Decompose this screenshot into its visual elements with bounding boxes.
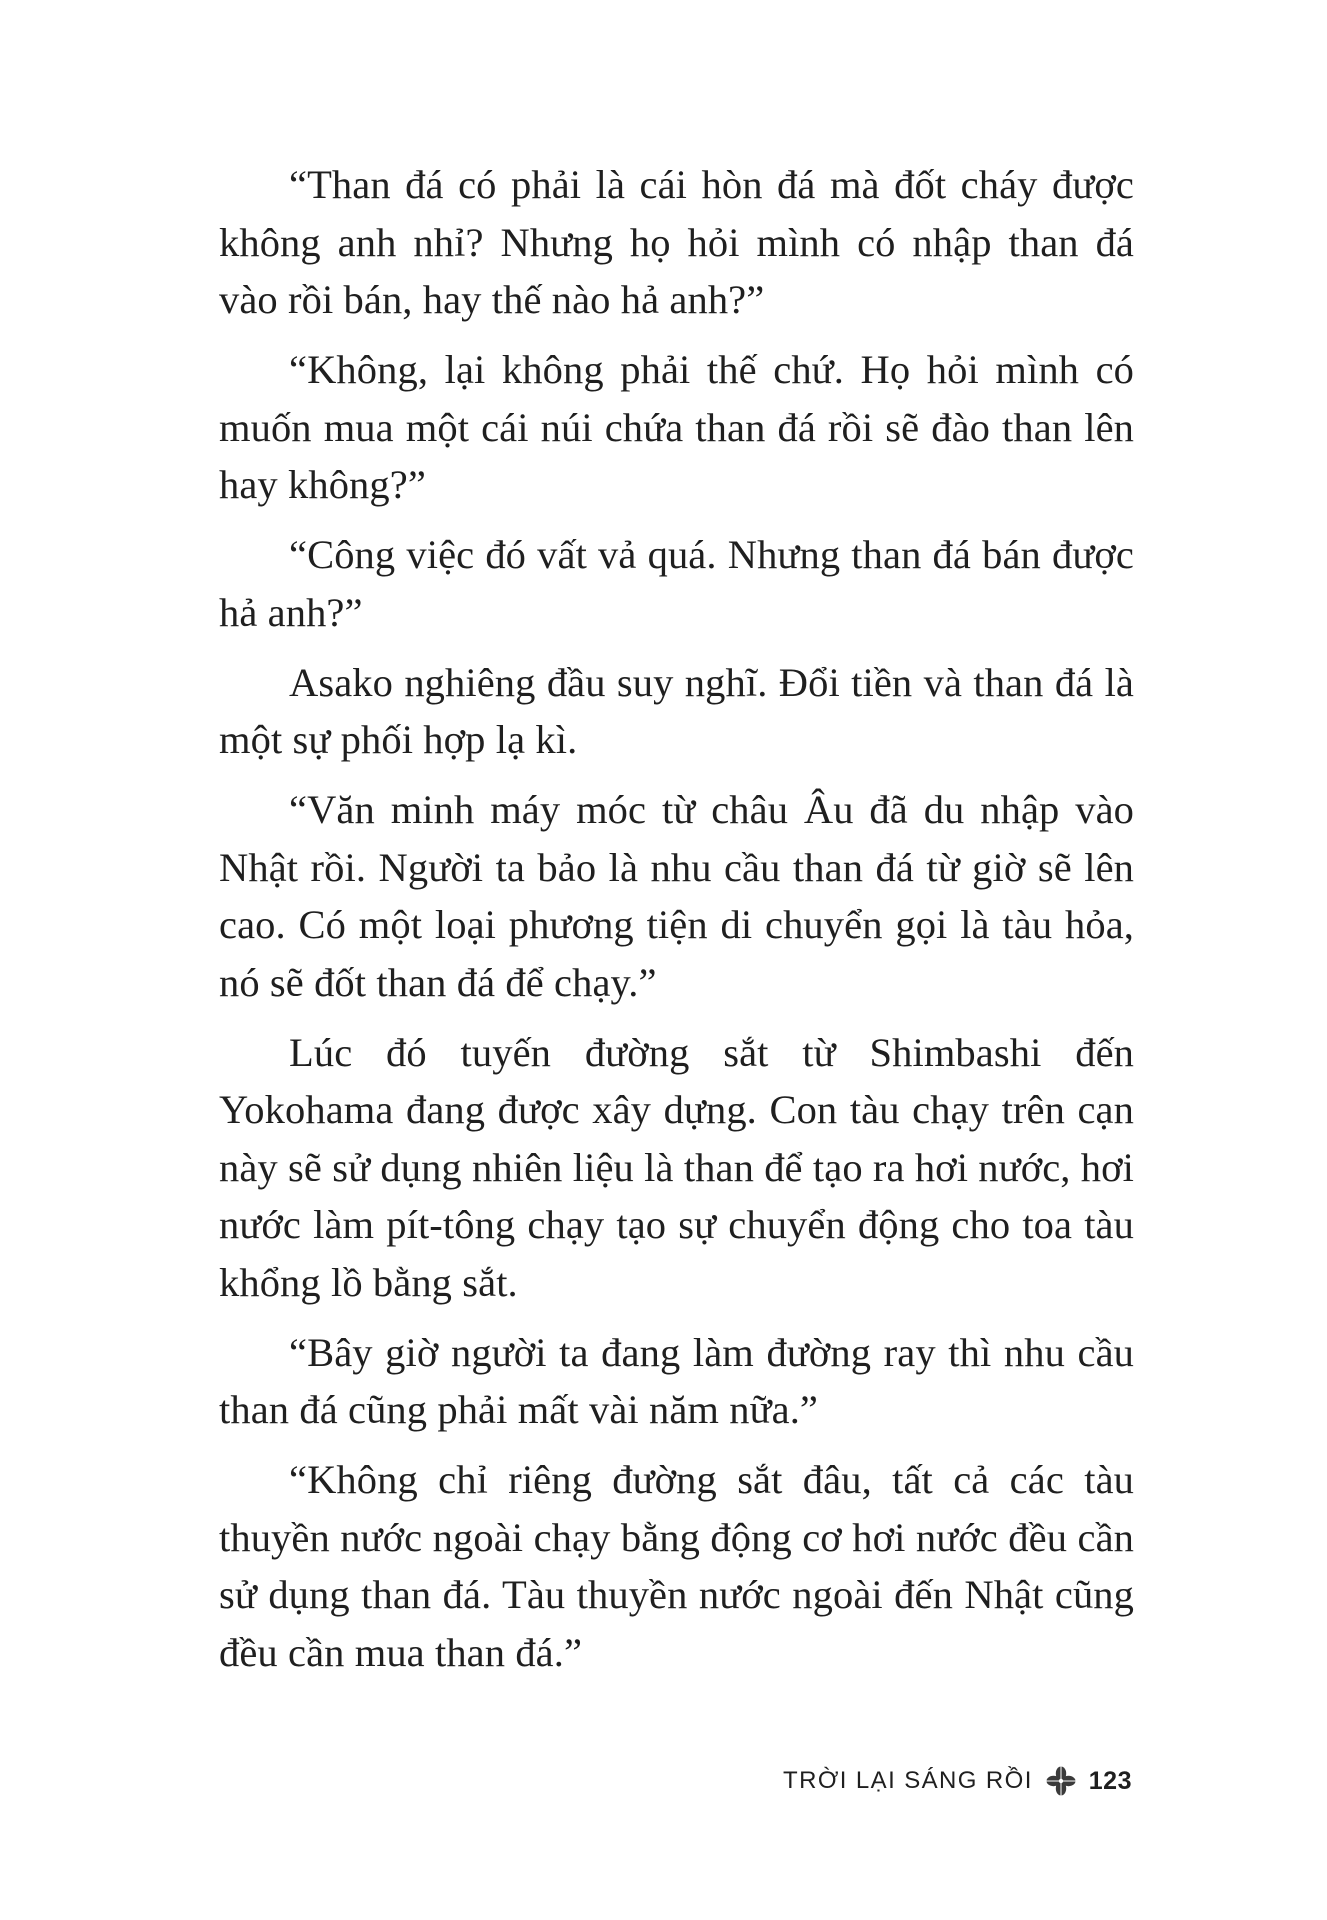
paragraph: Asako nghiêng đầu suy nghĩ. Đổi tiền và than đá là một sự phối hợp lạ kì. bbox=[219, 659, 1134, 762]
paragraph: “Than đá có phải là cái hòn đá mà đốt cháy được không anh nhỉ? Nhưng họ hỏi mình có nhập than đá vào rồi bán, hay thế nào hả anh?” bbox=[219, 162, 1134, 322]
page-footer bbox=[783, 1761, 1132, 1801]
paragraph: “Văn minh máy móc từ châu Âu đã du nhập vào Nhật rồi. Người ta bảo là nhu cầu than đá từ giờ sẽ lên cao. Có một loại phương tiện di chuyển gọi là tàu hỏa, nó sẽ đốt than đá để chạy.” bbox=[219, 787, 1134, 1005]
paragraph: “Bây giờ người ta đang làm đường ray thì nhu cầu than đá cũng phải mất vài năm nữa.” bbox=[219, 1329, 1134, 1432]
paragraph: Lúc đó tuyến đường sắt từ Shimbashi đến Yokohama đang được xây dựng. Con tàu chạy trên cạn này sẽ sử dụng nhiên liệu là than để tạo ra hơi nước, hơi nước làm pít-tông chạy tạo sự chuyển động cho toa tàu khổng lồ bằng sắt. bbox=[219, 1029, 1134, 1305]
paragraph: “Công việc đó vất vả quá. Nhưng than đá bán được hả anh?” bbox=[219, 532, 1134, 635]
clover-icon bbox=[1045, 1765, 1077, 1797]
paragraph: “Không chỉ riêng đường sắt đâu, tất cả các tàu thuyền nước ngoài chạy bằng động cơ hơi nước đều cần sử dụng than đá. Tàu thuyền nước ngoài đến Nhật cũng đều cần mua than đá.” bbox=[219, 1457, 1134, 1675]
body-text bbox=[219, 156, 1134, 1694]
paragraph: “Không, lại không phải thế chứ. Họ hỏi mình có muốn mua một cái núi chứa than đá rồi sẽ đào than lên hay không?” bbox=[219, 347, 1134, 507]
running-title: TRỜI LẠI SÁNG RỒI bbox=[783, 1767, 1033, 1794]
page-number: 123 bbox=[1088, 1766, 1132, 1795]
